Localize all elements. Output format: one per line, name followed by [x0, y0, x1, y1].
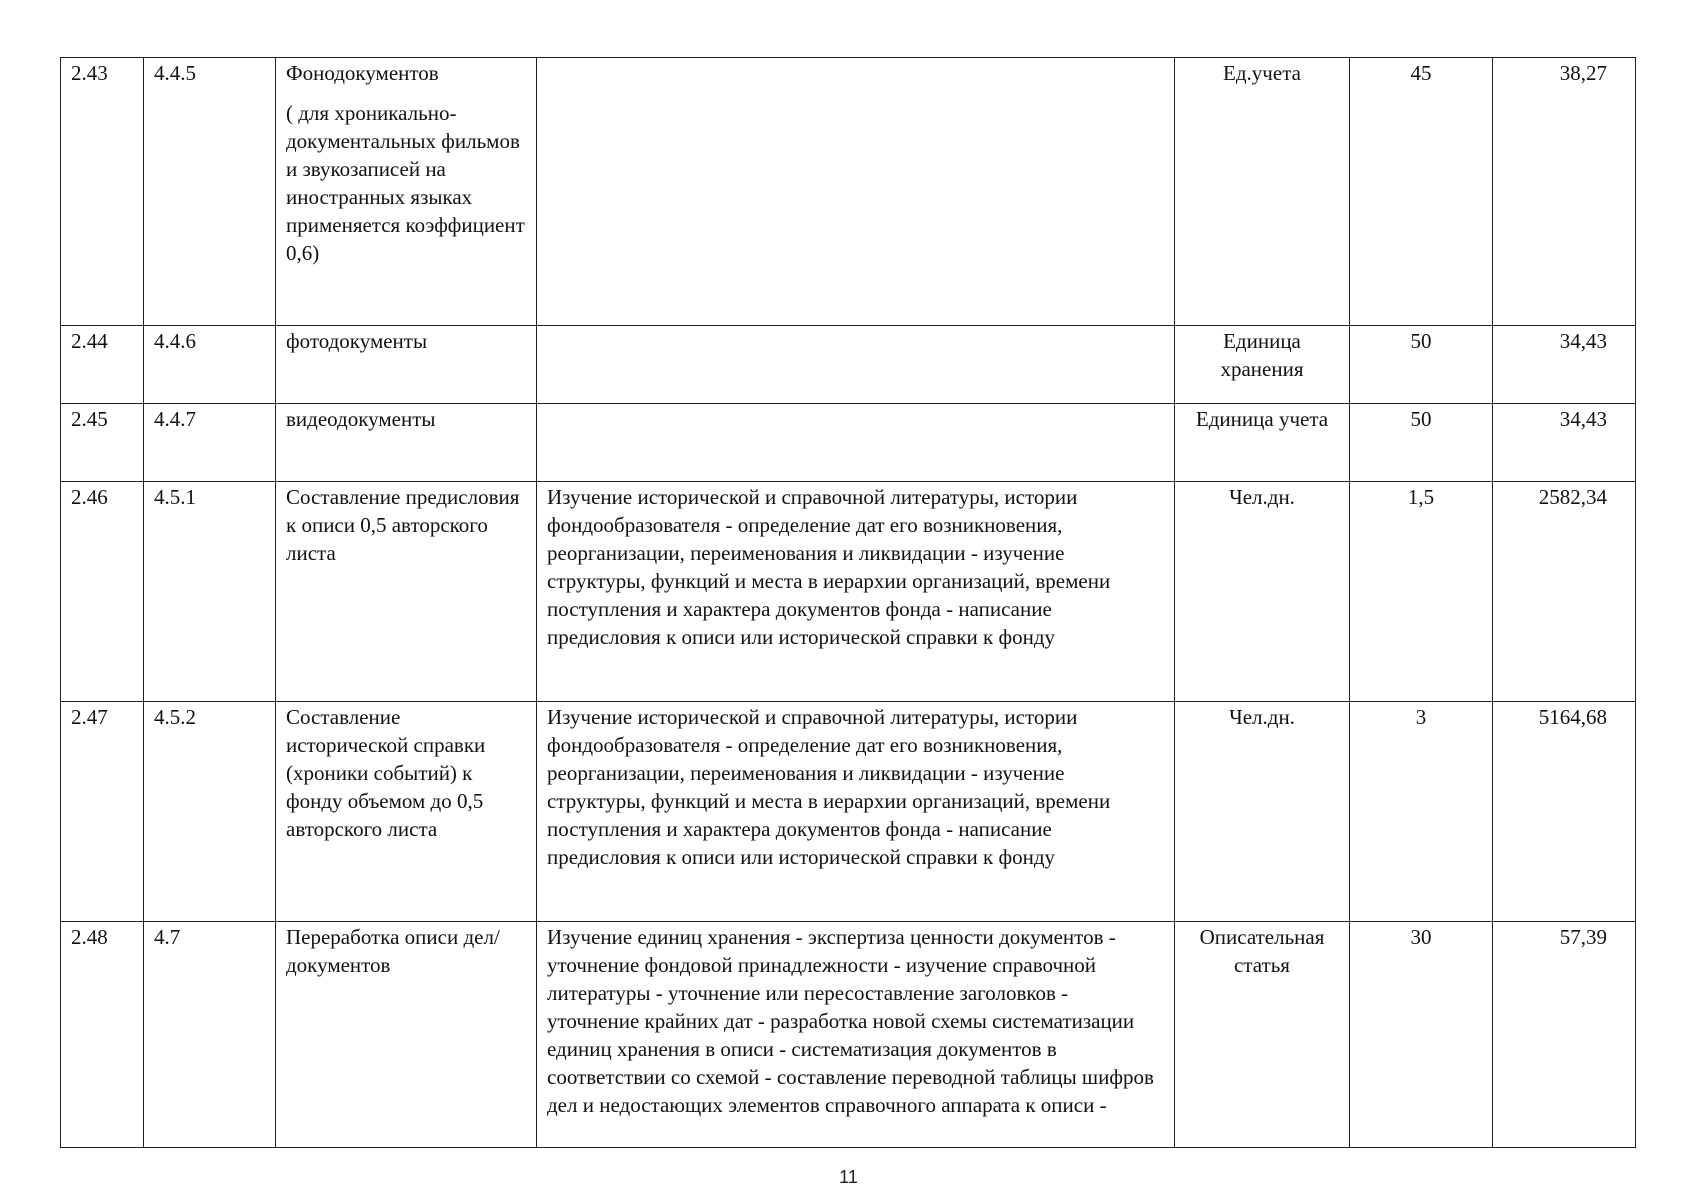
- row-name-note: ( для хроникально-документальных фильмов и звукозаписей на иностранных языках применяется коэффициент 0,6): [286, 101, 525, 265]
- row-norm: 3: [1350, 702, 1493, 922]
- row-price: 38,27: [1493, 58, 1636, 326]
- row-price: 5164,68: [1493, 702, 1636, 922]
- row-name: фотодокументы: [276, 326, 537, 404]
- table-row: [61, 482, 1636, 702]
- row-name: видеодокументы: [276, 404, 537, 482]
- row-number: 2.47: [61, 702, 144, 922]
- row-code: 4.5.1: [144, 482, 276, 702]
- row-code: 4.4.5: [144, 58, 276, 326]
- row-code: 4.5.2: [144, 702, 276, 922]
- row-name: Фонодокументов: [286, 61, 439, 85]
- row-unit: Описательная статья: [1175, 922, 1350, 1148]
- table-row: [61, 702, 1636, 922]
- row-name-cell: [276, 58, 537, 326]
- table-row: [61, 58, 1636, 326]
- row-description: Изучение исторической и справочной литературы, истории фондообразователя - определение дат его возникновения, реорганизации, переименования и ликвидации - изучение структуры, функций и места в иерархии организаций, времени поступления и характера документов фонда - написание предисловия к описи или исторической справки к фонду: [537, 702, 1175, 922]
- row-price: 2582,34: [1493, 482, 1636, 702]
- row-name: Переработка описи дел/документов: [276, 922, 537, 1148]
- row-code: 4.4.6: [144, 326, 276, 404]
- row-code: 4.7: [144, 922, 276, 1148]
- table-row: [61, 326, 1636, 404]
- row-unit: Единица учета: [1175, 404, 1350, 482]
- pricing-table: [60, 57, 1636, 1148]
- row-norm: 50: [1350, 404, 1493, 482]
- row-description: Изучение единиц хранения - экспертиза ценности документов - уточнение фондовой принадлежности - изучение справочной литературы - уточнение или пересоставление заголовков - уточнение крайних дат - разработка новой схемы систематизации единиц хранения в описи - систематизация документов в соответствии со схемой - составление переводной таблицы шифров дел и недостающих элементов справочного аппарата к описи -: [537, 922, 1175, 1148]
- row-name: Составление предисловия к описи 0,5 авторского листа: [276, 482, 537, 702]
- row-norm: 30: [1350, 922, 1493, 1148]
- row-norm: 1,5: [1350, 482, 1493, 702]
- row-number: 2.45: [61, 404, 144, 482]
- row-price: 34,43: [1493, 404, 1636, 482]
- row-number: 2.44: [61, 326, 144, 404]
- row-price: 57,39: [1493, 922, 1636, 1148]
- table-row: [61, 404, 1636, 482]
- row-description: [537, 326, 1175, 404]
- row-code: 4.4.7: [144, 404, 276, 482]
- row-unit: Ед.учета: [1175, 58, 1350, 326]
- row-number: 2.48: [61, 922, 144, 1148]
- row-description: [537, 58, 1175, 326]
- row-unit: Единица хранения: [1175, 326, 1350, 404]
- row-description: [537, 404, 1175, 482]
- row-unit: Чел.дн.: [1175, 702, 1350, 922]
- row-name: Составление исторической справки (хроники событий) к фонду объемом до 0,5 авторского листа: [276, 702, 537, 922]
- row-unit: Чел.дн.: [1175, 482, 1350, 702]
- row-price: 34,43: [1493, 326, 1636, 404]
- row-number: 2.43: [61, 58, 144, 326]
- row-number: 2.46: [61, 482, 144, 702]
- table-row: [61, 922, 1636, 1148]
- row-norm: 50: [1350, 326, 1493, 404]
- page-number: 11: [839, 1167, 858, 1187]
- row-norm: 45: [1350, 58, 1493, 326]
- row-description: Изучение исторической и справочной литературы, истории фондообразователя - определение дат его возникновения, реорганизации, переименования и ликвидации - изучение структуры, функций и места в иерархии организаций, времени поступления и характера документов фонда - написание предисловия к описи или исторической справки к фонду: [537, 482, 1175, 702]
